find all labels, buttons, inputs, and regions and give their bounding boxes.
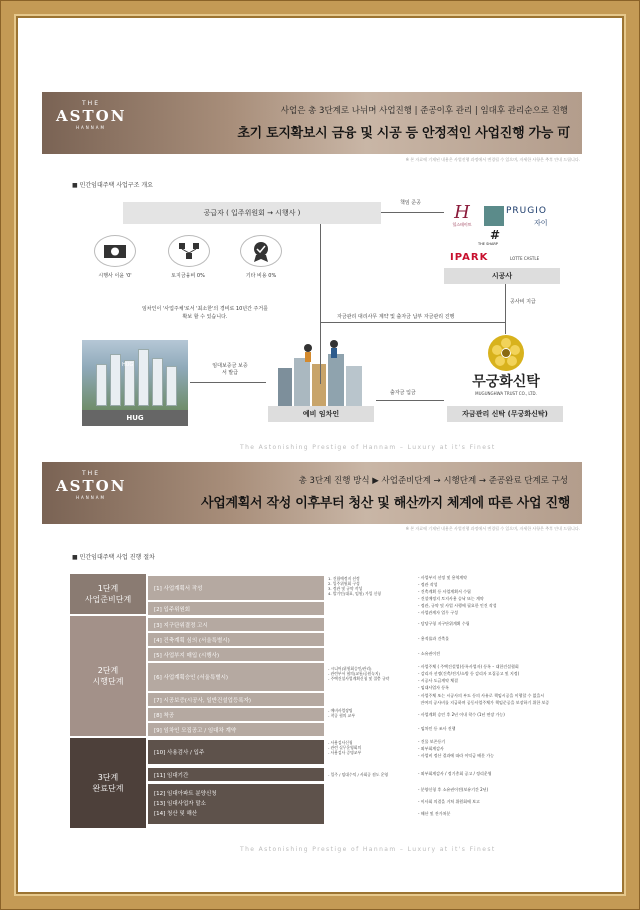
tenant-benefit-note: 임차인이 '사업주체'로서 '최소한'의 경비로 10년간 주거를 확보 할 수 있습니다.	[141, 306, 269, 320]
header-banner-2	[42, 462, 582, 524]
step-6: [6] 사업계획승인 (서울특별시)	[148, 663, 324, 691]
step-11: [11] 임대기간	[148, 768, 324, 781]
network-icon	[168, 235, 210, 267]
line-hug-tenant	[190, 382, 266, 383]
stage-2: 2단계 시행단계	[70, 616, 146, 736]
thesharp-logo: THE SHARP	[478, 242, 498, 246]
prugio-logo: PRUGIO	[506, 206, 547, 216]
step-1: [1] 사업계획서 작성	[148, 576, 324, 600]
hug-apartments-image: HUG	[82, 340, 188, 410]
tagline-1: The Astonishing Prestige of Hannam – Luxury at it's Finest	[240, 444, 496, 451]
cost-label-3: 기타 비용 0%	[245, 273, 277, 279]
hillstate-logo: H 힐스테이트	[452, 202, 472, 227]
banner-1-title: 초기 토지확보시 금융 및 시공 등 안정적인 사업진행 가능 可	[237, 126, 570, 141]
step-12-14: [12] 임대아파트 분양신청 [13] 임대사업자 말소 [14] 청산 및 해산	[148, 784, 324, 824]
line-construction-payment	[505, 284, 506, 334]
step-4: [4] 건축계획 심의 (서울특별시)	[148, 633, 324, 646]
hug-label: HUG	[82, 410, 188, 426]
header-banner-1	[42, 92, 582, 154]
cost-label-2: 토지금융비 0%	[171, 273, 205, 279]
banner-1-subtitle: 사업은 총 3단계로 나뉘며 사업진행 | 준공이후 관리 | 임대후 관리순으로 진행	[280, 106, 568, 116]
banner-2-title: 사업계획서 작성 이후부터 청산 및 해산까지 체계에 따른 사업 진행	[201, 496, 570, 511]
trust-label: 자금관리 신탁 (무궁화신탁)	[447, 406, 563, 422]
thesharp-mark: #	[490, 228, 501, 242]
builder-label: 시공사	[444, 268, 560, 284]
arrow-builder-to-supplier	[381, 212, 444, 213]
badge-icon	[240, 235, 282, 267]
banner-2-subtitle: 총 3단계 진행 방식 ▶ 사업준비단계 → 시행단계 → 준공완료 단계로 구성	[298, 476, 568, 486]
aston-logo-2: THE ASTON HANNAM	[56, 470, 127, 500]
tenant-illustration	[268, 338, 374, 408]
ipark-logo: IPARK	[450, 252, 489, 263]
builder-brand-logos	[444, 200, 560, 268]
aston-logo: THE ASTON HANNAM	[56, 100, 127, 130]
supplier-box: 공급자 ( 입주위원회 → 시행사 )	[123, 202, 381, 224]
disclaimer-2: ※ 본 자료에 기재된 내용은 사업진행 과정에서 변경될 수 있으며, 자세한 사항은 추후 안내 드립니다.	[405, 526, 580, 531]
section-1-title: ■ 민간임대주택 사업구조 개요	[72, 180, 153, 189]
step-8: [8] 착공	[148, 708, 324, 721]
line-tenant-trust	[376, 400, 444, 401]
mugunghwa-trust-logo: 무궁화신탁 MUGUNGHWA TRUST CO., LTD.	[458, 335, 554, 403]
lottecastle-logo: LOTTE CASTLE	[510, 256, 540, 261]
stage-1: 1단계 사업준비단계	[70, 574, 146, 614]
tagline-2: The Astonishing Prestige of Hannam – Luxury at it's Finest	[240, 846, 496, 853]
coin-icon	[94, 235, 136, 267]
step-5: [5] 사업부지 매입 (시행사)	[148, 648, 324, 661]
tenant-label: 예비 임차인	[268, 406, 374, 422]
step-10: [10] 사용검사 / 입주	[148, 740, 324, 764]
step-3: [3] 지구단위결정 고시	[148, 618, 324, 631]
step-2: [2] 입주위원회	[148, 602, 324, 615]
xi-logo: 자이	[534, 219, 548, 227]
flower-icon	[488, 335, 524, 371]
disclaimer-1: ※ 본 자료에 기재된 내용은 사업진행 과정에서 변경될 수 있으며, 자세한 사항은 추후 안내 드립니다.	[405, 157, 580, 162]
line-fund-management	[320, 322, 506, 323]
section-2-title: ■ 민간임대주택 사업 진행 절차	[72, 552, 155, 561]
line-supplier-tenant	[320, 224, 321, 384]
step-7: [7] 시공보증(시공사, 일반건설업등록자)	[148, 693, 324, 706]
step-9: [9] 임차인 모집공고 / 임대차 계약	[148, 723, 324, 736]
cost-label-1: 시행사 이윤 '0'	[98, 273, 132, 279]
xi-building-logo	[484, 206, 504, 226]
stage-3: 3단계 완료단계	[70, 738, 146, 828]
